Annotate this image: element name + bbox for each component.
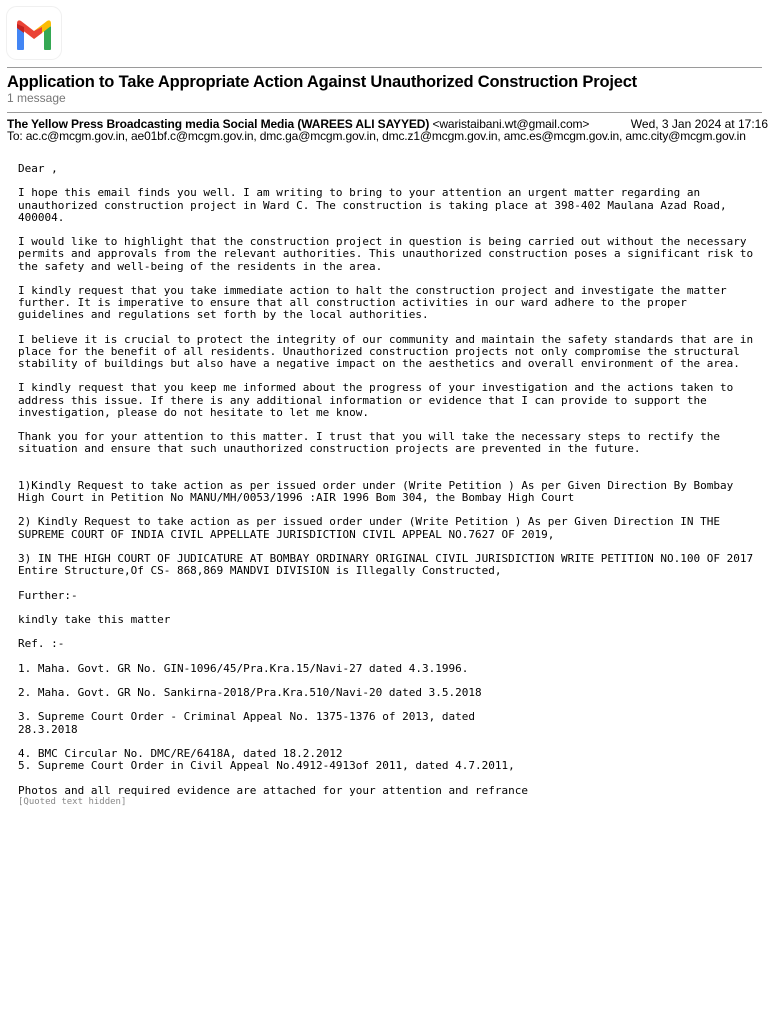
body-line: Entire Structure,Of CS- 868,869 MANDVI DIVISION is Illegally Constructed, — [18, 564, 502, 578]
body-line: address this issue. If there is any additional information or evidence that I can provide to support the — [18, 393, 707, 407]
body-line — [18, 626, 763, 638]
body-line: I would like to highlight that the construction project in question is being carried out without the necessary — [18, 235, 747, 249]
sender-email[interactable]: <waristaibani.wt@gmail.com> — [432, 117, 590, 131]
body-line: 4. BMC Circular No. DMC/RE/6418A, dated 18.2.2012 — [18, 747, 343, 760]
body-line: Photos and all required evidence are attached for your attention and refrance — [18, 783, 528, 797]
body-line: 400004. — [18, 210, 65, 224]
body-line: 2. Maha. Govt. GR No. Sankirna-2018/Pra.Kra.510/Navi-20 dated 3.5.2018 — [18, 686, 482, 700]
body-line: place for the benefit of all residents. Unauthorized construction projects not only compromise the structural — [18, 344, 740, 358]
body-line: guidelines and regulations set forth by the local authorities. — [18, 308, 429, 322]
body-line: investigation, please do not hesitate to let me know. — [18, 405, 369, 419]
body-line: 3) IN THE HIGH COURT OF JUDICATURE AT BOMBAY ORDINARY ORIGINAL CIVIL JURISDICTION WRITE PETITION NO.100 OF 2017 — [18, 552, 754, 565]
body-line: I kindly request that you keep me informed about the progress of your investigation and the actions taken to — [18, 381, 734, 395]
body-line: High Court in Petition No MANU/MH/0053/1996 :AIR 1996 Bom 304, the Bombay High Court — [18, 491, 575, 505]
body-line: Ref. :- — [18, 637, 65, 651]
body-line: 3. Supreme Court Order - Criminal Appeal No. 1375-1376 of 2013, dated — [18, 710, 475, 724]
body-line: 5. Supreme Court Order in Civil Appeal No.4912-4913of 2011, dated 4.7.2011, — [18, 759, 515, 773]
body-line — [18, 456, 763, 468]
header-divider — [7, 67, 762, 68]
body-line: I kindly request that you take immediate action to halt the construction project and investigate the matter — [18, 283, 727, 297]
body-line: Thank you for your attention to this matter. I trust that you will take the necessary steps to rectify the — [18, 430, 720, 444]
body-line: permits and approvals from the relevant authorities. This unauthorized construction poses a significant risk to — [18, 247, 754, 261]
body-line — [18, 651, 763, 663]
quoted-text-hidden[interactable]: [Quoted text hidden] — [18, 796, 127, 807]
recipients-line: To: ac.c@mcgm.gov.in, ae01bf.c@mcgm.gov.in, dmc.ga@mcgm.gov.in, dmc.z1@mcgm.gov.in, amc.es@mcgm.gov.in, amc.city@mcgm.gov.in — [7, 129, 746, 143]
body-line: kindly take this matter — [18, 612, 171, 626]
sender-name: The Yellow Press Broadcasting media Social Media (WAREES ALI SAYYED) — [7, 117, 430, 131]
body-line — [18, 577, 763, 589]
body-line: situation and ensure that such unauthorized construction projects are prevented in the future. — [18, 442, 641, 456]
body-line: SUPREME COURT OF INDIA CIVIL APPELLATE JURISDICTION CIVIL APPEAL NO.7627 OF 2019, — [18, 527, 555, 541]
body-line: stability of buildings but also have a negative impact on the aesthetics and overall environment of the area. — [18, 357, 740, 370]
body-line: 28.3.2018 — [18, 722, 78, 736]
gmail-logo-icon — [6, 6, 62, 60]
body-line: Dear , — [18, 162, 58, 175]
body-line — [18, 772, 763, 784]
body-line: I believe it is crucial to protect the integrity of our community and maintain the safety standards that are in — [18, 332, 754, 346]
body-line: Further:- — [18, 588, 78, 602]
body-line: unauthorized construction project in Ward C. The construction is taking place at 398-402 Maulana Azad Road, — [18, 198, 727, 212]
body-line: I hope this email finds you well. I am writing to bring to your attention an urgent matter regarding an — [18, 186, 701, 200]
body-line: further. It is imperative to ensure that all construction activities in our ward adhere to the proper — [18, 296, 687, 310]
message-body — [18, 163, 763, 807]
message-date: Wed, 3 Jan 2024 at 17:16 — [630, 117, 768, 131]
body-line: 2) Kindly Request to take action as per issued order under (Write Petition ) As per Given Direction IN THE — [18, 515, 720, 529]
subject-divider — [7, 112, 762, 113]
body-line — [18, 321, 763, 333]
body-line: 1)Kindly Request to take action as per issued order under (Write Petition ) As per Given Direction By Bombay — [18, 478, 734, 492]
message-count: 1 message — [7, 91, 66, 105]
body-line: the safety and well-being of the residents in the area. — [18, 259, 383, 273]
thread-subject: Application to Take Appropriate Action Against Unauthorized Construction Project — [7, 73, 637, 91]
body-line: 1. Maha. Govt. GR No. GIN-1096/45/Pra.Kra.15/Navi-27 dated 4.3.1996. — [18, 661, 469, 675]
